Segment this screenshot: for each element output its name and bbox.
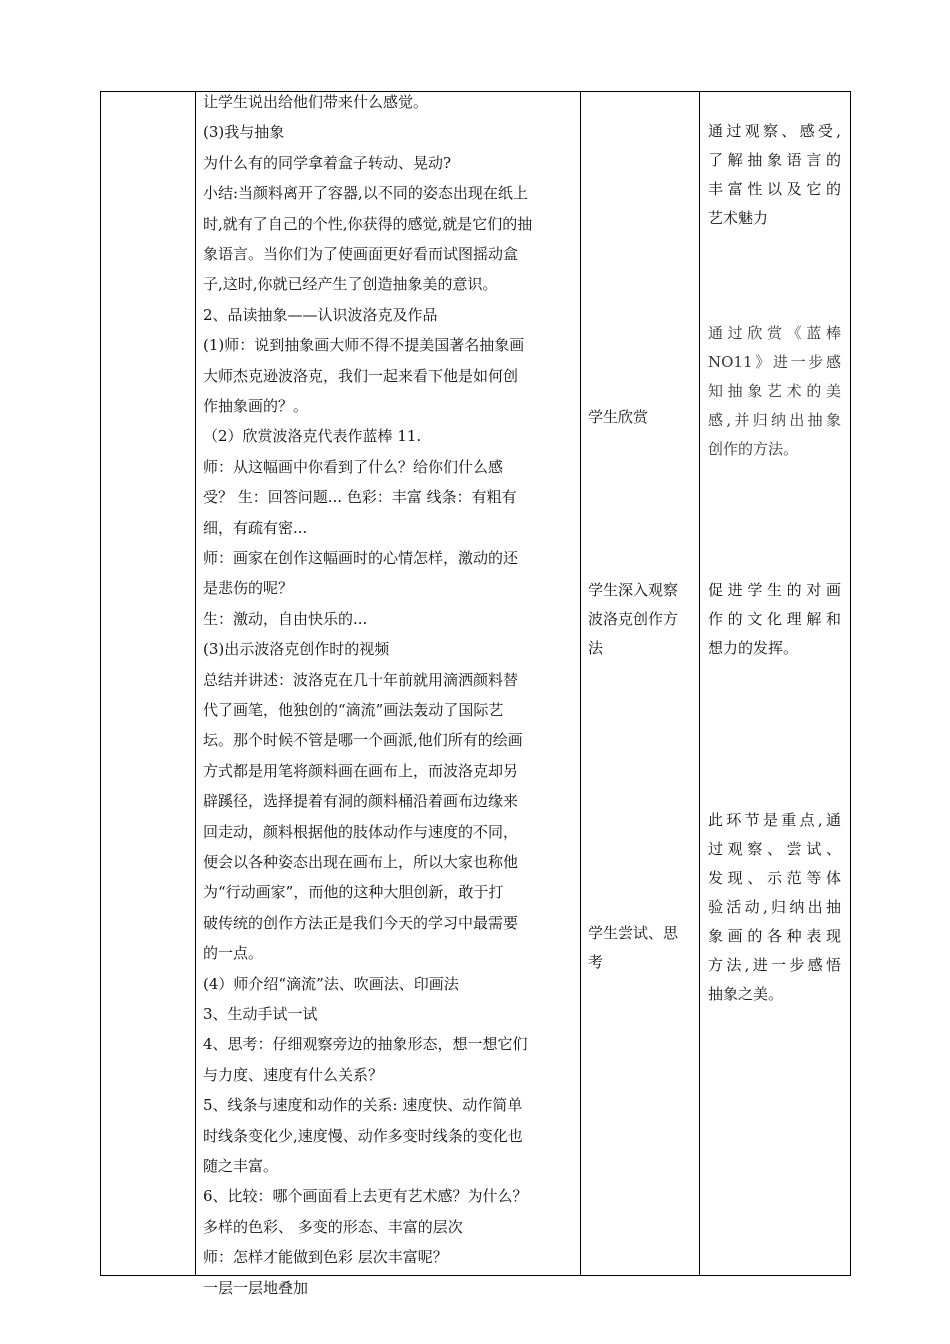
process-line: 生：激动，自由快乐的... xyxy=(203,610,368,628)
process-line: 时线条变化少,速度慢、动作多变时线条的变化也 xyxy=(203,1127,523,1145)
design-intent-1: 通过观察、感受, 了解抽象语言的 丰富性以及它的 艺术魅力 xyxy=(708,122,841,227)
student-activity-3: 学生尝试、思 考 xyxy=(588,924,679,971)
design-intent-2: 通过欣赏《蓝棒 NO11》进一步感 知抽象艺术的美 感,并归纳出抽象 创作的方法。 xyxy=(708,324,841,458)
process-line: 象语言。当你们为了使画面更好看而试图摇动盒 xyxy=(203,245,519,263)
student-activity-2: 学生深入观察 波洛克创作方 法 xyxy=(588,581,679,657)
process-line: 3、生动手试一试 xyxy=(203,1005,318,1023)
process-line: 师：怎样才能做到色彩 层次丰富呢？ xyxy=(203,1248,448,1266)
process-line: 与力度、速度有什么关系？ xyxy=(203,1066,384,1084)
process-line: 师：画家在创作这幅画时的心情怎样，激动的还 xyxy=(203,549,519,567)
process-line: (3)出示波洛克创作时的视频 xyxy=(203,640,390,658)
process-line: 小结:当颜料离开了容器,以不同的姿态出现在纸上 xyxy=(203,184,528,202)
process-line: 一层一层地叠加 xyxy=(203,1279,309,1297)
column-divider-1 xyxy=(195,92,196,1275)
process-line: 师：从这幅画中你看到了什么？给你们什么感 xyxy=(203,458,504,476)
process-line: 多样的色彩、 多变的形态、丰富的层次 xyxy=(203,1218,463,1236)
process-line: 总结并讲述：波洛克在几十年前就用滴洒颜料替 xyxy=(203,671,519,689)
process-line: 受？ 生：回答问题... 色彩：丰富 线条：有粗有 xyxy=(203,488,517,506)
process-line: 破传统的创作方法正是我们今天的学习中最需要 xyxy=(203,914,519,932)
column-divider-2 xyxy=(580,92,581,1275)
teaching-process-column xyxy=(203,92,575,1297)
process-line: 4、思考：仔细观察旁边的抽象形态，想一想它们 xyxy=(203,1035,528,1053)
design-intent-column xyxy=(708,92,841,1275)
process-line: (3)我与抽象 xyxy=(203,123,285,141)
process-line: 子,这时,你就已经产生了创造抽象美的意识。 xyxy=(203,275,498,293)
process-line: 时,就有了自己的个性,你获得的感觉,就是它们的抽 xyxy=(203,215,533,233)
process-line: 便会以各种姿态出现在画布上，所以大家也称他 xyxy=(203,853,519,871)
process-line: 的一点。 xyxy=(203,944,264,962)
process-line: 为什么有的同学拿着盒子转动、晃动? xyxy=(203,154,452,172)
process-line: 是悲伤的呢？ xyxy=(203,579,294,597)
process-line: (1)师：说到抽象画大师不得不提美国著名抽象画 xyxy=(203,336,525,354)
process-line: 坛。那个时候不管是哪一个画派,他们所有的绘画 xyxy=(203,731,523,749)
process-line: 大师杰克逊波洛克，我们一起来看下他是如何创 xyxy=(203,367,519,385)
process-line: （2）欣赏波洛克代表作蓝棒 11. xyxy=(203,427,422,445)
column-divider-3 xyxy=(699,92,700,1275)
stage-column xyxy=(101,92,195,1275)
process-line: 方式都是用笔将颜料画在画布上，而波洛克却另 xyxy=(203,762,519,780)
design-intent-4: 此环节是重点,通 过观察、尝试、 发现、示范等体 验活动,归纳出抽 象画的各种表现 方法,进一步感悟 抽象之美。 xyxy=(708,811,841,1003)
process-line: 5、线条与速度和动作的关系: 速度快、动作简单 xyxy=(203,1096,523,1114)
process-line: 作抽象画的？。 xyxy=(203,397,309,415)
student-activity-column xyxy=(588,92,694,1275)
process-line: 让学生说出给他们带来什么感觉。 xyxy=(203,93,429,111)
process-line: 为“行动画家”，而他的这种大胆创新，敢于打 xyxy=(203,883,504,901)
design-intent-3: 促进学生的对画 作的文化理解和 想力的发挥。 xyxy=(708,581,841,657)
process-line: 细，有疏有密... xyxy=(203,519,308,537)
student-activity-1: 学生欣赏 xyxy=(588,408,649,426)
process-line: 辟蹊径，选择提着有洞的颜料桶沿着画布边缘来 xyxy=(203,792,519,810)
process-line: 随之丰富。 xyxy=(203,1157,279,1175)
process-line: 6、比较：哪个画面看上去更有艺术感？为什么？ xyxy=(203,1187,528,1205)
process-line: (4）师介绍“滴流”法、吹画法、印画法 xyxy=(203,975,459,993)
process-line: 代了画笔，他独创的“滴流”画法轰动了国际艺 xyxy=(203,701,504,719)
lesson-plan-table xyxy=(100,91,851,1297)
process-line: 2、品读抽象——认识波洛克及作品 xyxy=(203,306,438,324)
process-line: 回走动，颜料根据他的肢体动作与速度的不同， xyxy=(203,823,519,841)
